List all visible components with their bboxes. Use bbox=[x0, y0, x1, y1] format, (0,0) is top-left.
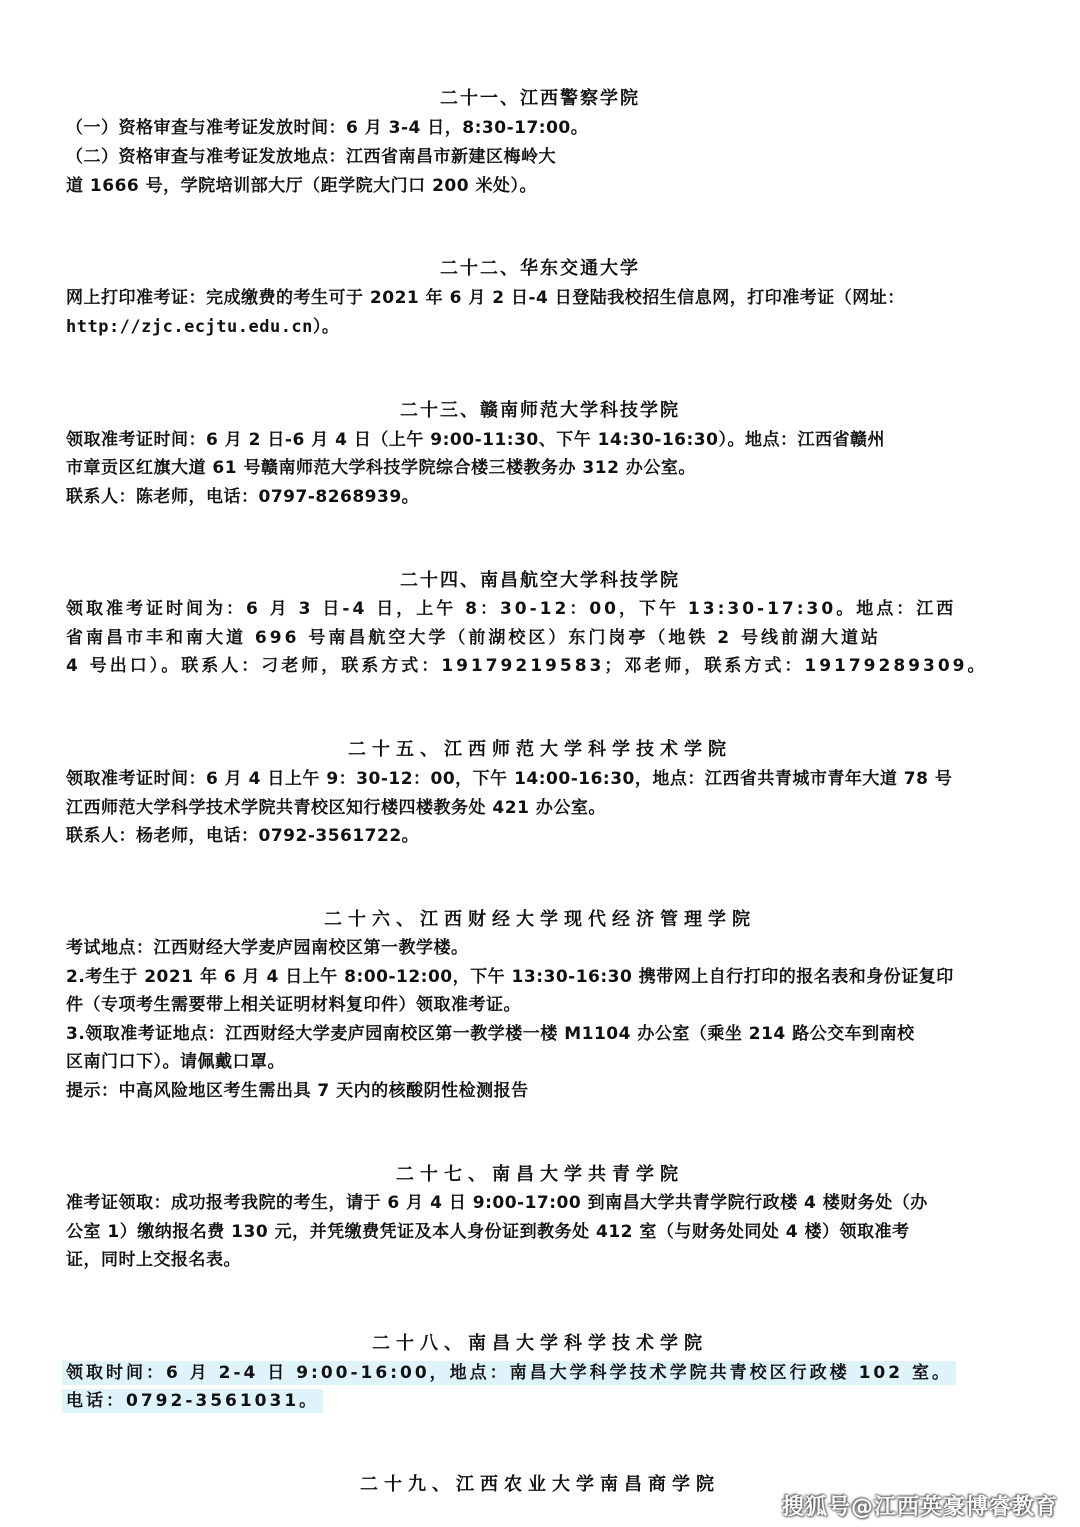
section-line: 4 号出口）。联系人：刁老师，联系方式：19179219583；邓老师，联系方式：19179289309。 bbox=[66, 656, 988, 676]
section-line: 提示：中高风险地区考生需出具 7 天内的核酸阴性检测报告 bbox=[66, 1081, 529, 1101]
section-line-highlighted bbox=[66, 1358, 956, 1383]
section-heading: 二十四、南昌航空大学科技学院 bbox=[400, 570, 680, 591]
section-line: 3.领取准考证地点：江西财经大学麦庐园南校区第一教学楼一楼 M1104 办公室（乘坐 214 路公交车到南校 bbox=[66, 1024, 915, 1044]
section-line: 准考证领取：成功报考我院的考生，请于 6 月 4 日 9:00-17:00 到南昌大学共青学院行政楼 4 楼财务处（办 bbox=[66, 1193, 928, 1213]
section-line: 区南门口下）。请佩戴口罩。 bbox=[66, 1052, 285, 1072]
section-heading: 二十一、江西警察学院 bbox=[440, 88, 640, 109]
section-heading: 二十五、江西师范大学科学技术学院 bbox=[348, 739, 732, 760]
section-heading: 二十二、华东交通大学 bbox=[440, 258, 640, 279]
section-line: http://zjc.ecjtu.edu.cn）。 bbox=[66, 317, 340, 337]
section-heading: 二十六、江西财经大学现代经济管理学院 bbox=[324, 909, 756, 930]
section-line: 网上打印准考证：完成缴费的考生可于 2021 年 6 月 2 日-4 日登陆我校招生信息网，打印准考证（网址： bbox=[66, 288, 905, 308]
watermark: 搜狐号@江西英豪博睿教育 bbox=[781, 1495, 1058, 1520]
highlighted-text: 领取时间：6 月 2-4 日 9:00-16:00，地点：南昌大学科学技术学院共青校区行政楼 102 室。 bbox=[62, 1361, 956, 1385]
section-line: 证，同时上交报名表。 bbox=[66, 1250, 241, 1270]
highlighted-text: 电话：0792-3561031。 bbox=[62, 1389, 323, 1413]
section-line: 联系人：杨老师，电话：0792-3561722。 bbox=[66, 826, 420, 846]
section-line: 联系人：陈老师，电话：0797-8268939。 bbox=[66, 487, 420, 507]
section-heading: 二十八、南昌大学科学技术学院 bbox=[372, 1333, 708, 1354]
section-line-highlighted bbox=[66, 1386, 323, 1411]
section-line: 市章贡区红旗大道 61 号赣南师范大学科技学院综合楼三楼教务办 312 办公室。 bbox=[66, 458, 696, 478]
section-line: 领取准考证时间：6 月 2 日-6 月 4 日（上午 9:00-11:30、下午 14:30-16:30）。地点：江西省赣州 bbox=[66, 430, 885, 450]
section-line: 领取准考证时间为：6 月 3 日-4 日，上午 8：30-12：00，下午 13:30-17:30。地点：江西 bbox=[66, 599, 957, 619]
section-line: 2.考生于 2021 年 6 月 4 日上午 8:00-12:00，下午 13:30-16:30 携带网上自行打印的报名表和身份证复印 bbox=[66, 967, 954, 987]
section-line: （二）资格审查与准考证发放地点：江西省南昌市新建区梅岭大 bbox=[66, 147, 556, 167]
section-heading: 二十七、南昌大学共青学院 bbox=[396, 1164, 684, 1185]
section-heading: 二十九、江西农业大学南昌商学院 bbox=[360, 1474, 720, 1495]
section-line: 领取准考证时间：6 月 4 日上午 9：30-12：00，下午 14:00-16:30，地点：江西省共青城市青年大道 78 号 bbox=[66, 769, 953, 789]
section-line: 考试地点：江西财经大学麦庐园南校区第一教学楼。 bbox=[66, 938, 469, 958]
section-line: （一）资格审查与准考证发放时间：6 月 3-4 日，8:30-17:00。 bbox=[66, 118, 589, 138]
section-line: 道 1666 号，学院培训部大厅（距学院大门口 200 米处）。 bbox=[66, 176, 537, 196]
section-line: 件（专项考生需要带上相关证明材料复印件）领取准考证。 bbox=[66, 995, 521, 1015]
section-line: 省南昌市丰和南大道 696 号南昌航空大学（前湖校区）东门岗亭（地铁 2 号线前湖大道站 bbox=[66, 628, 881, 648]
section-line: 公室 1）缴纳报名费 130 元，并凭缴费凭证及本人身份证到教务处 412 室（与财务处同处 4 楼）领取准考 bbox=[66, 1222, 910, 1242]
section-line: 江西师范大学科学技术学院共青校区知行楼四楼教务处 421 办公室。 bbox=[66, 798, 606, 818]
section-heading: 二十三、赣南师范大学科技学院 bbox=[400, 400, 680, 421]
